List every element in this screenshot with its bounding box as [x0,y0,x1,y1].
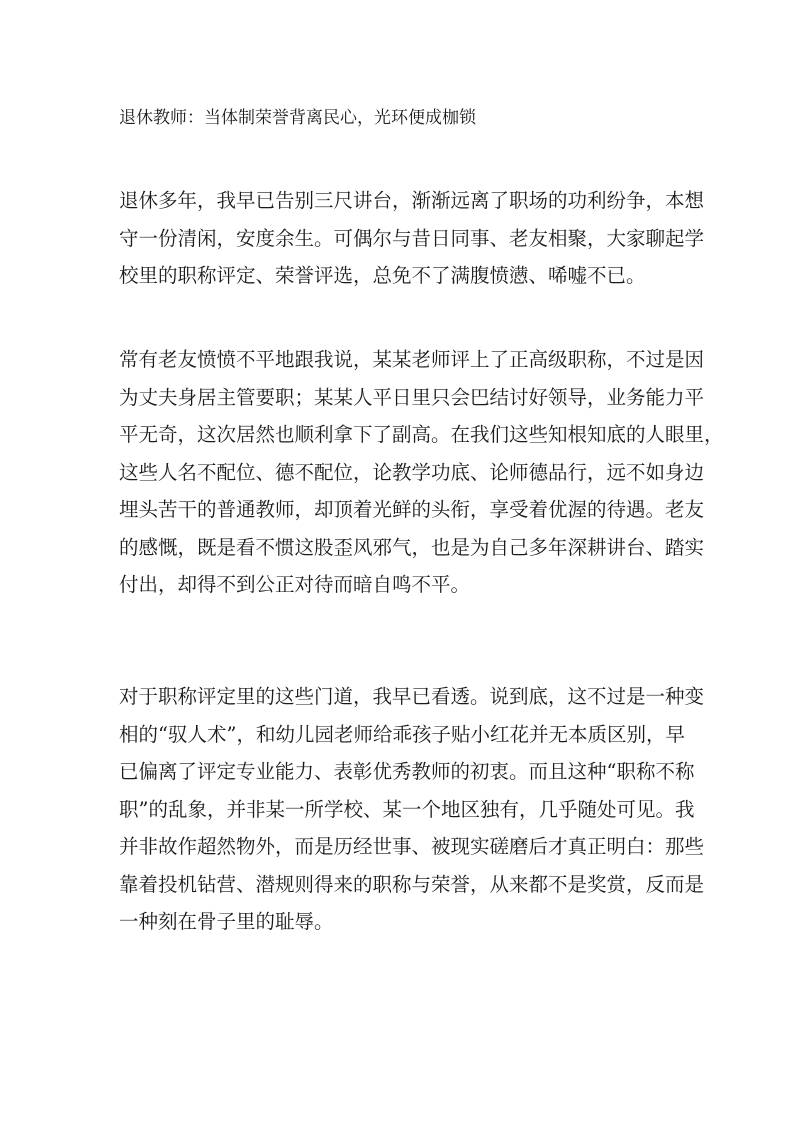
paragraph-line: 职”的乱象，并非某一所学校、某一个地区独有，几乎随处可见。我 [119,797,695,821]
paragraph-line: 这些人名不配位、德不配位，论教学功底、论师德品行，远不如身边 [119,460,705,484]
paragraph-line: 的感慨，既是看不惯这股歪风邪气，也是为自己多年深耕讲台、踏实 [119,535,705,559]
paragraph-line: 并非故作超然物外，而是历经世事、被现实磋磨后才真正明白：那些 [119,835,705,858]
paragraph-line: 守一份清闲，安度余生。可偶尔与昔日同事、老友相聚，大家聊起学 [119,226,705,250]
paragraph-line: 埋头苦干的普通教师，却顶着光鲜的头衔，享受着优渥的待遇。老友 [119,498,705,521]
paragraph-line: 已偏离了评定专业能力、表彰优秀教师的初衷。而且这种“职称不称 [119,760,695,783]
paragraph-1 [119,182,705,295]
paragraph-3 [119,678,705,941]
paragraph-line: 平无奇，这次居然也顺利拿下了副高。在我们这些知根知底的人眼里， [119,423,724,446]
paragraph-line: 对于职称评定里的这些门道，我早已看透。说到底，这不过是一种变 [119,685,705,708]
paragraph-line: 为丈夫身居主管要职；某某人平日里只会巴结讨好领导，业务能力平 [119,385,705,409]
paragraph-line: 常有老友愤愤不平地跟我说，某某老师评上了正高级职称，不过是因 [119,348,705,371]
paragraph-line: 退休多年，我早已告别三尺讲台，渐渐远离了职场的功利纷争，本想 [119,189,705,212]
paragraph-line: 相的“驭人术”，和幼儿园老师给乖孩子贴小红花并无本质区别，早 [119,722,685,746]
paragraph-line: 校里的职称评定、荣誉评选，总免不了满腹愤懑、唏嘘不已。 [119,264,646,287]
document-title: 退休教师：当体制荣誉背离民心，光环便成枷锁 [119,108,476,128]
paragraph-2 [119,341,724,604]
paragraph-line: 付出，却得不到公正对待而暗自鸣不平。 [119,573,471,596]
paragraph-line: 一种刻在骨子里的耻辱。 [119,910,334,933]
paragraph-line: 靠着投机钻营、潜规则得来的职称与荣誉，从来都不是奖赏，反而是 [119,872,705,896]
